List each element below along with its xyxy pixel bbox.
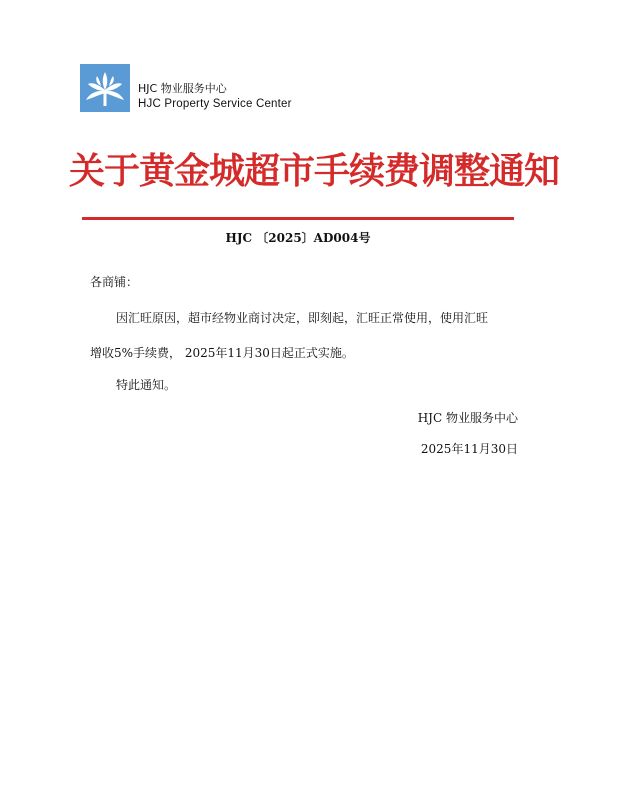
title-divider (82, 217, 514, 220)
document-title: 关于黄金城超市手续费调整通知 (68, 150, 559, 192)
salutation: 各商铺： (90, 275, 139, 289)
body-paragraph-line-2: 增收5%手续费， 2025年11月30日起正式实施。 (90, 346, 354, 360)
org-name-en: HJC Property Service Center (138, 98, 292, 110)
closing-remark: 特此通知。 (116, 378, 177, 392)
signature-date: 2025年11月30日 (420, 442, 518, 456)
body-paragraph-line-1: 因汇旺原因，超市经物业商讨决定，即刻起，汇旺正常使用，使用汇旺 (116, 311, 489, 325)
signature-org: HJC 物业服务中心 (417, 411, 518, 425)
lotus-logo-icon (80, 64, 130, 112)
document-number: HJC 〔2025〕AD004号 (225, 231, 371, 245)
org-name-cn: HJC 物业服务中心 (138, 82, 227, 95)
